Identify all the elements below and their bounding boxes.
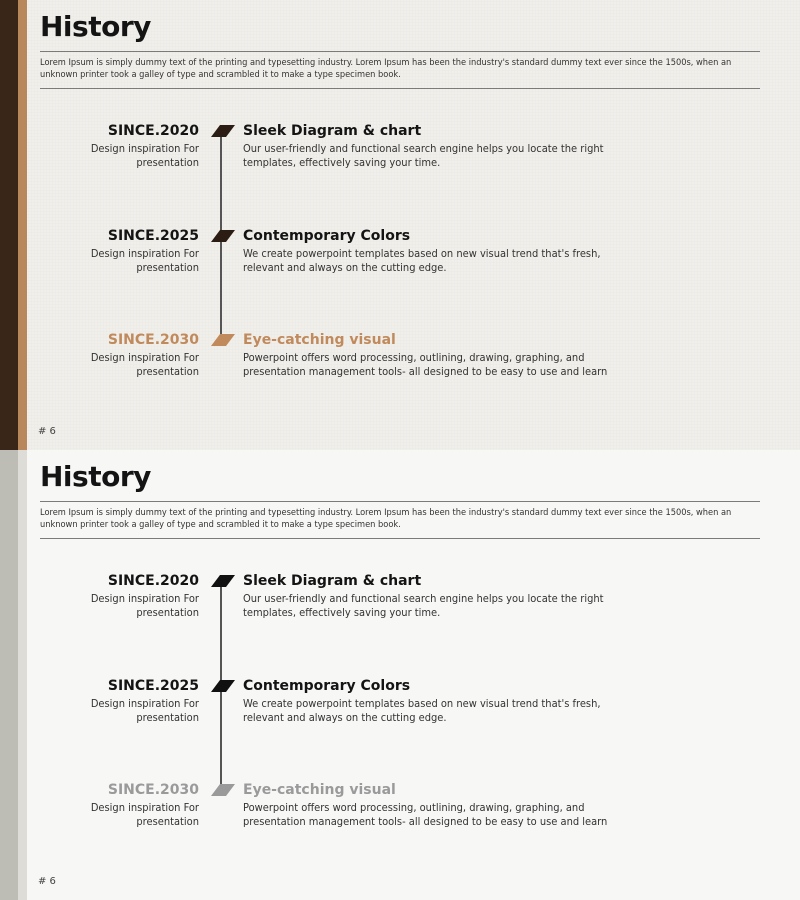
since-description: Design inspiration For presentation — [90, 351, 199, 378]
since-description: Design inspiration For presentation — [90, 801, 199, 828]
item-heading: Sleek Diagram & chart — [243, 573, 422, 589]
side-bar-dark — [0, 450, 18, 900]
item-body: We create powerpoint templates based on new visual trend that's fresh, relevant and always on the cutting edge. — [243, 247, 601, 274]
since-label: SINCE.2020 — [107, 123, 199, 139]
slide-title: History — [40, 460, 151, 493]
intro-text: Lorem Ipsum is simply dummy text of the printing and typesetting industry. Lorem Ipsum has been the industry's standard dummy text ever since the 1500s, when an unknown printer took a galley of type and scrambled it to make a type specimen book. — [40, 57, 732, 80]
item-body: Our user-friendly and functional search engine helps you locate the right templates, effectively saving your time. — [243, 592, 604, 619]
item-heading: Contemporary Colors — [243, 678, 411, 694]
since-label: SINCE.2025 — [107, 678, 199, 694]
item-body: Powerpoint offers word processing, outlining, drawing, graphing, and presentation management tools- all designed to be easy to use and learn — [243, 801, 608, 828]
parallelogram-marker-icon — [211, 784, 235, 796]
parallelogram-marker-icon — [211, 575, 235, 587]
side-bar-accent — [18, 0, 27, 450]
page-number: # 6 — [38, 876, 56, 887]
parallelogram-marker-icon — [211, 125, 235, 137]
since-label: SINCE.2020 — [107, 573, 199, 589]
page-number: # 6 — [38, 426, 56, 437]
since-label: SINCE.2030 — [107, 782, 199, 798]
parallelogram-marker-icon — [211, 230, 235, 242]
history-slide — [0, 450, 800, 900]
side-bar-accent — [18, 450, 27, 900]
since-description: Design inspiration For presentation — [90, 247, 199, 274]
side-bar-dark — [0, 0, 18, 450]
since-label: SINCE.2030 — [107, 332, 199, 348]
item-heading: Eye-catching visual — [243, 332, 396, 348]
divider-top — [40, 501, 760, 502]
since-description: Design inspiration For presentation — [90, 697, 199, 724]
parallelogram-marker-icon — [211, 680, 235, 692]
item-heading: Eye-catching visual — [243, 782, 396, 798]
item-body: Powerpoint offers word processing, outlining, drawing, graphing, and presentation management tools- all designed to be easy to use and learn — [243, 351, 608, 378]
since-description: Design inspiration For presentation — [90, 142, 199, 169]
since-label: SINCE.2025 — [107, 228, 199, 244]
since-description: Design inspiration For presentation — [90, 592, 199, 619]
divider-top — [40, 51, 760, 52]
parallelogram-marker-icon — [211, 334, 235, 346]
item-heading: Sleek Diagram & chart — [243, 123, 422, 139]
divider-bottom — [40, 538, 760, 539]
item-body: We create powerpoint templates based on new visual trend that's fresh, relevant and always on the cutting edge. — [243, 697, 601, 724]
slide-title: History — [40, 10, 151, 43]
item-body: Our user-friendly and functional search engine helps you locate the right templates, effectively saving your time. — [243, 142, 604, 169]
divider-bottom — [40, 88, 760, 89]
item-heading: Contemporary Colors — [243, 228, 411, 244]
intro-text: Lorem Ipsum is simply dummy text of the printing and typesetting industry. Lorem Ipsum has been the industry's standard dummy text ever since the 1500s, when an unknown printer took a galley of type and scrambled it to make a type specimen book. — [40, 507, 732, 530]
